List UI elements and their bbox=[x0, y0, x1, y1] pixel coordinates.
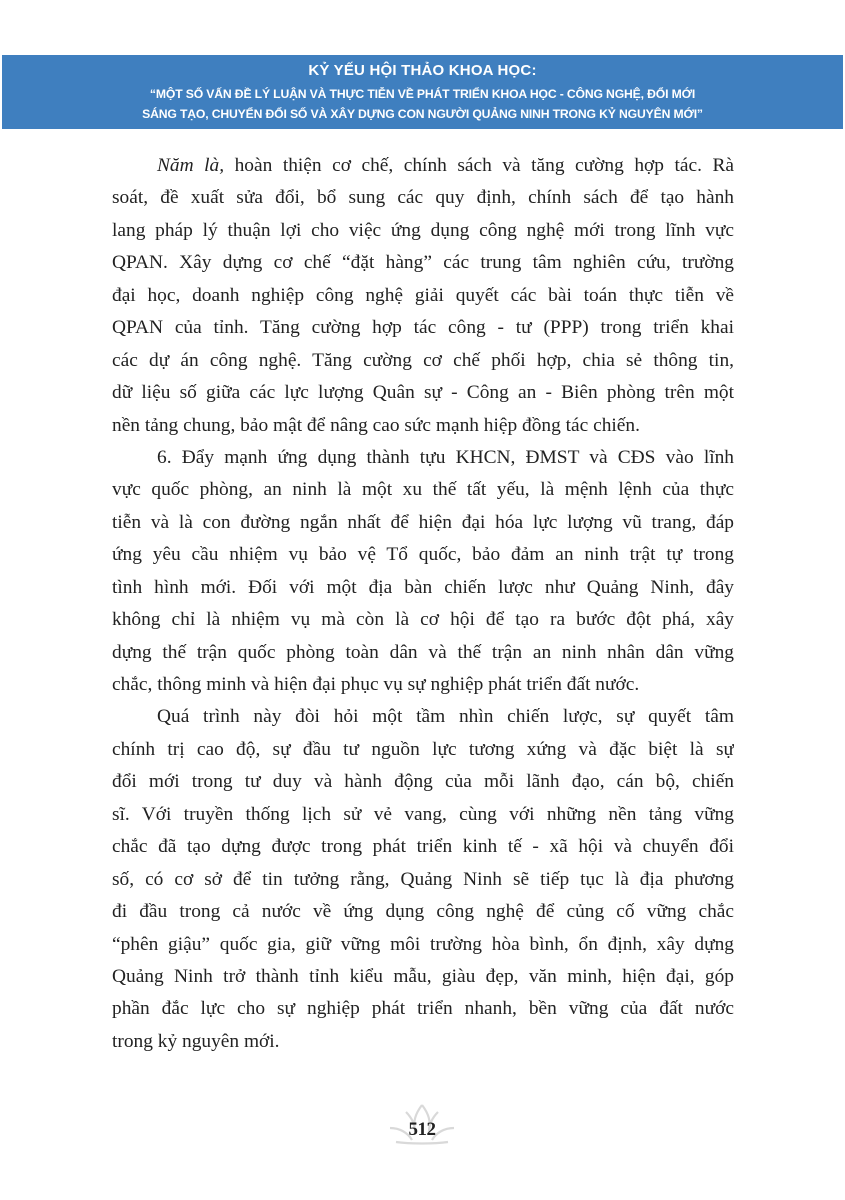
proceedings-title: KỶ YẾU HỘI THẢO KHOA HỌC: bbox=[308, 62, 537, 79]
line-text: “phên giậu” quốc gia, giữ vững môi trường hòa bình, ổn định, xây dựng bbox=[112, 933, 734, 955]
line-text: vực quốc phòng, an ninh là một xu thế tất yếu, là mệnh lệnh của thực bbox=[112, 479, 734, 501]
line-text: lang pháp lý thuận lợi cho việc ứng dụng công nghệ mới trong lĩnh vực bbox=[112, 219, 734, 241]
line-text: các dự án công nghệ. Tăng cường cơ chế phối hợp, chia sẻ thông tin, bbox=[112, 349, 734, 371]
line-text: chính trị cao độ, sự đầu tư nguồn lực tương xứng và đặc biệt là sự bbox=[112, 738, 734, 760]
text-line bbox=[112, 150, 734, 182]
line-text: phần đắc lực cho sự nghiệp phát triển nhanh, bền vững của đất nước bbox=[112, 998, 734, 1020]
text-line bbox=[112, 799, 734, 831]
text-line bbox=[112, 474, 734, 506]
text-line bbox=[112, 993, 734, 1025]
paragraph-section-6 bbox=[112, 442, 734, 702]
conference-subtitle-line-2: SÁNG TẠO, CHUYỂN ĐỔI SỐ VÀ XÂY DỰNG CON NGƯỜI QUẢNG NINH TRONG KỶ NGUYÊN MỚI” bbox=[142, 107, 703, 121]
text-line bbox=[112, 831, 734, 863]
text-line bbox=[112, 766, 734, 798]
text-line bbox=[112, 280, 734, 312]
line-text: tiễn và là con đường ngắn nhất để hiện đại hóa lực lượng vũ trang, đáp bbox=[112, 511, 734, 533]
line-text: đại học, doanh nghiệp công nghệ giải quyết các bài toán thực tiễn về bbox=[112, 284, 734, 306]
line-text: tình hình mới. Đối với một địa bàn chiến lược như Quảng Ninh, đây bbox=[112, 576, 734, 598]
text-line bbox=[112, 929, 734, 961]
line-text: 6. Đẩy mạnh ứng dụng thành tựu KHCN, ĐMST và CĐS vào lĩnh bbox=[157, 446, 734, 468]
line-text: không chỉ là nhiệm vụ mà còn là cơ hội để tạo ra bước đột phá, xây bbox=[112, 609, 734, 631]
body-text bbox=[112, 150, 734, 1058]
text-line bbox=[112, 507, 734, 539]
text-line bbox=[112, 1026, 734, 1058]
line-text: Quảng Ninh trở thành tỉnh kiểu mẫu, giàu đẹp, văn minh, hiện đại, góp bbox=[112, 965, 734, 987]
line-text: chắc, thông minh và hiện đại phục vụ sự nghiệp phát triển đất nước. bbox=[112, 674, 640, 695]
line-text: chắc đã tạo dựng được trong phát triển kinh tế - xã hội và chuyển đổi bbox=[112, 836, 734, 858]
text-line bbox=[112, 345, 734, 377]
paragraph-nam-la bbox=[112, 150, 734, 442]
text-line bbox=[112, 215, 734, 247]
line-text: dữ liệu số giữa các lực lượng Quân sự - Công an - Biên phòng trên một bbox=[112, 382, 734, 404]
page-number: 512 bbox=[408, 1119, 436, 1140]
text-line bbox=[112, 604, 734, 636]
line-text: sĩ. Với truyền thống lịch sử vẻ vang, cùng với những nền tảng vững bbox=[112, 803, 734, 825]
text-line bbox=[112, 410, 734, 442]
text-line bbox=[112, 637, 734, 669]
text-line bbox=[112, 442, 734, 474]
line-text: hoàn thiện cơ chế, chính sách và tăng cường hợp tác. Rà bbox=[224, 155, 734, 176]
lead-italic: Năm là, bbox=[157, 155, 225, 176]
text-line bbox=[112, 864, 734, 896]
text-line bbox=[112, 182, 734, 214]
line-text: nền tảng chung, bảo mật để nâng cao sức mạnh hiệp đồng tác chiến. bbox=[112, 414, 640, 436]
text-line bbox=[112, 247, 734, 279]
line-text: soát, đề xuất sửa đổi, bổ sung các quy định, chính sách để tạo hành bbox=[112, 187, 734, 209]
text-line bbox=[112, 734, 734, 766]
text-line bbox=[112, 669, 734, 701]
line-text: QPAN. Xây dựng cơ chế “đặt hàng” các trung tâm nghiên cứu, trường bbox=[112, 252, 734, 274]
header-band bbox=[2, 55, 843, 129]
paragraph-conclusion bbox=[112, 701, 734, 1058]
text-line bbox=[112, 961, 734, 993]
conference-subtitle-line-1: “MỘT SỐ VẤN ĐỀ LÝ LUẬN VÀ THỰC TIỄN VỀ PHÁT TRIỂN KHOA HỌC - CÔNG NGHỆ, ĐỔI MỚI bbox=[149, 87, 696, 101]
text-line bbox=[112, 539, 734, 571]
line-text: dựng thế trận quốc phòng toàn dân và thế trận an ninh nhân dân vững bbox=[112, 641, 734, 663]
text-line bbox=[112, 701, 734, 733]
line-text: Quá trình này đòi hỏi một tầm nhìn chiến lược, sự quyết tâm bbox=[157, 706, 734, 728]
line-text: trong kỷ nguyên mới. bbox=[112, 1030, 280, 1052]
line-text: đổi mới trong tư duy và hành động của mỗi lãnh đạo, cán bộ, chiến bbox=[112, 771, 734, 793]
line-text: ứng yêu cầu nhiệm vụ bảo vệ Tổ quốc, bảo đảm an ninh trật tự trong bbox=[112, 544, 734, 566]
line-text: QPAN của tỉnh. Tăng cường hợp tác công - tư (PPP) trong triển khai bbox=[112, 317, 734, 339]
line-text: đi đầu trong cả nước về ứng dụng công nghệ để củng cố vững chắc bbox=[112, 901, 734, 923]
text-line bbox=[112, 896, 734, 928]
line-text: số, có cơ sở để tin tưởng rằng, Quảng Ninh sẽ tiếp tục là địa phương bbox=[112, 868, 734, 890]
text-line bbox=[112, 377, 734, 409]
text-line bbox=[112, 312, 734, 344]
text-line bbox=[112, 572, 734, 604]
page-footer bbox=[382, 1100, 462, 1150]
